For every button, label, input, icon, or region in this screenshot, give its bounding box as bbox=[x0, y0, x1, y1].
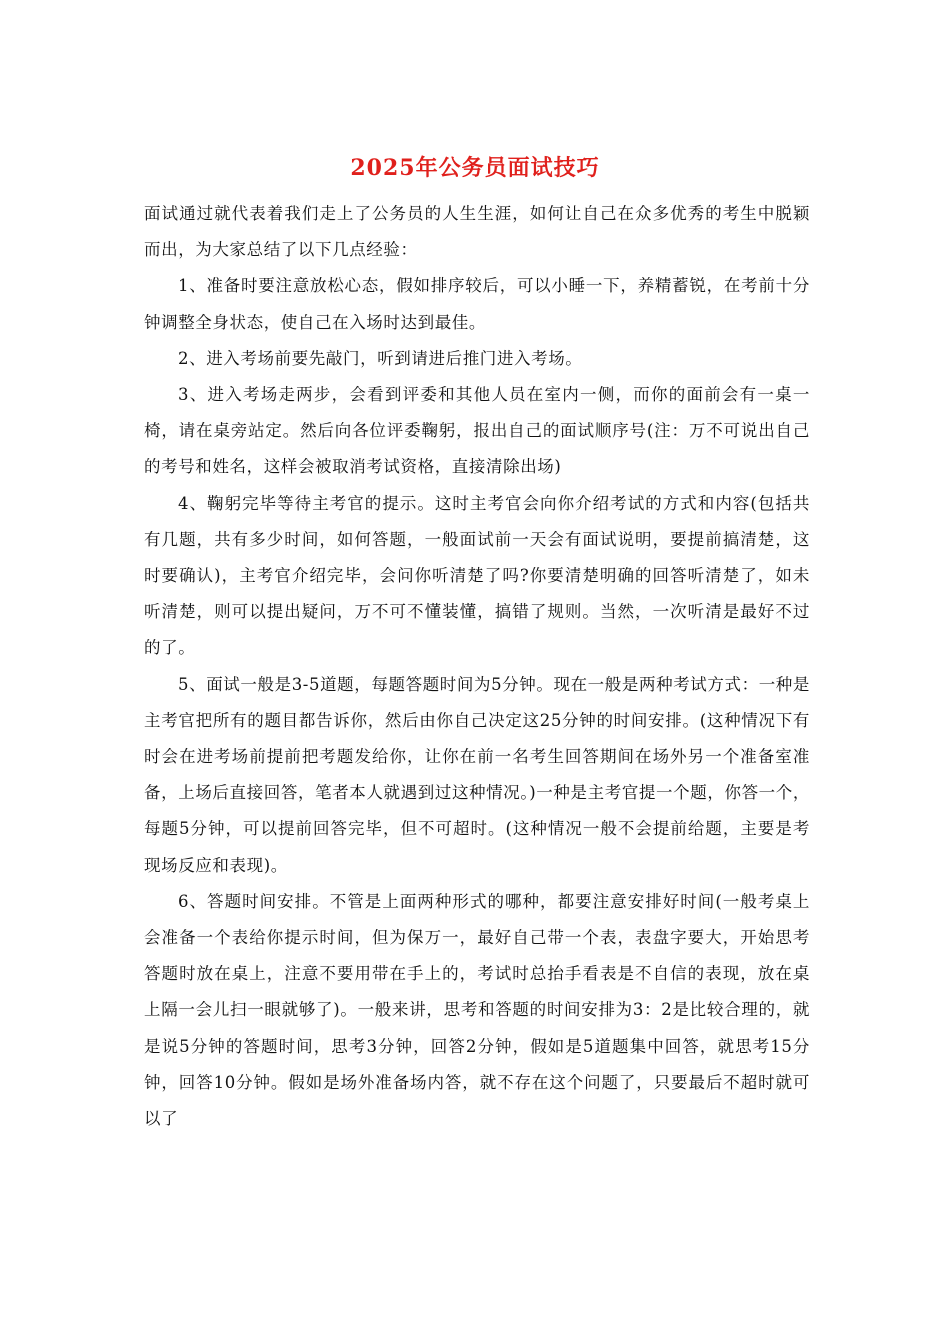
tip-paragraph-4: 4、鞠躬完毕等待主考官的提示。这时主考官会向你介绍考试的方式和内容(包括共有几题，共有多少时间，如何答题，一般面试前一天会有面试说明，要提前搞清楚，这时要确认)，主考官介绍完毕，会问你听清楚了吗?你要清楚明确的回答听清楚了，如未听清楚，则可以提出疑问，万不可不懂装懂，搞错了规则。当然，一次听清是最好不过的了。 bbox=[144, 493, 810, 658]
document-title: 2025年公务员面试技巧 bbox=[350, 155, 600, 181]
tip-paragraph-2: 2、进入考场前要先敲门，听到请进后推门进入考场。 bbox=[178, 348, 583, 368]
document-body bbox=[144, 196, 810, 1137]
tip-paragraph-5: 5、面试一般是3-5道题，每题答题时间为5分钟。现在一般是两种考试方式：一种是主考官把所有的题目都告诉你，然后由你自己决定这25分钟的时间安排。(这种情况下有时会在进考场前提前把考题发给你，让你在前一名考生回答期间在场外另一个准备室准备，上场后直接回答，笔者本人就遇到过这种情况。)一种是主考官提一个题，你答一个，每题5分钟，可以提前回答完毕，但不可超时。(这种情况一般不会提前给题，主要是考现场反应和表现)。 bbox=[144, 674, 810, 875]
intro-paragraph: 面试通过就代表着我们走上了公务员的人生生涯，如何让自己在众多优秀的考生中脱颖而出，为大家总结了以下几点经验： bbox=[144, 204, 810, 260]
tip-paragraph-6: 6、答题时间安排。不管是上面两种形式的哪种，都要注意安排好时间(一般考桌上会准备一个表给你提示时间，但为保万一，最好自己带一个表，表盘字要大，开始思考答题时放在桌上，注意不要用带在手上的，考试时总抬手看表是不自信的表现，放在桌上隔一会儿扫一眼就够了)。一般来讲，思考和答题的时间安排为3：2是比较合理的，就是说5分钟的答题时间，思考3分钟，回答2分钟，假如是5道题集中回答，就思考15分钟，回答10分钟。假如是场外准备场内答，就不存在这个问题了，只要最后不超时就可以了 bbox=[144, 891, 810, 1129]
tip-paragraph-1: 1、准备时要注意放松心态，假如排序较后，可以小睡一下，养精蓄锐，在考前十分钟调整全身状态，使自己在入场时达到最佳。 bbox=[144, 276, 810, 332]
tip-paragraph-3: 3、进入考场走两步，会看到评委和其他人员在室内一侧，而你的面前会有一桌一椅，请在桌旁站定。然后向各位评委鞠躬，报出自己的面试顺序号(注：万不可说出自己的考号和姓名，这样会被取消考试资格，直接清除出场) bbox=[144, 385, 810, 477]
